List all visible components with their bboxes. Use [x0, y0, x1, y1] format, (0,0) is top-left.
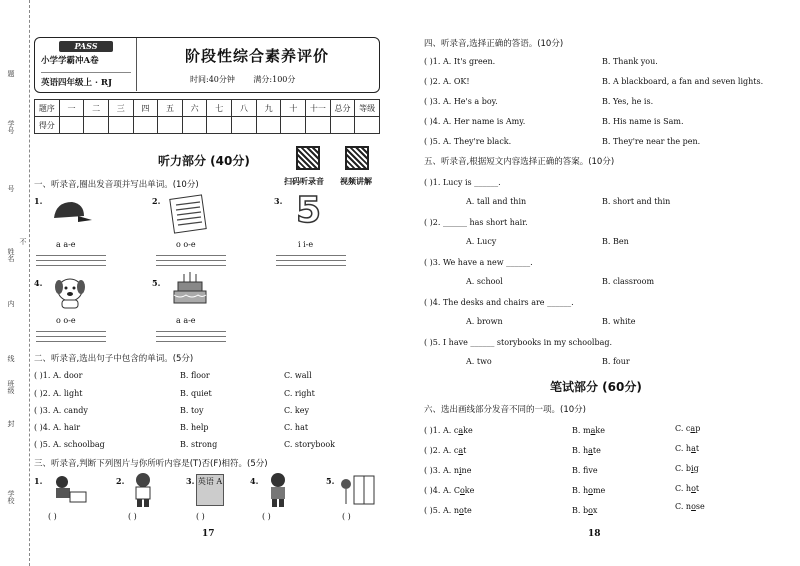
- option-a[interactable]: A. school: [466, 277, 503, 286]
- question-stem[interactable]: ( )4. The desks and chairs are ______.: [424, 298, 574, 307]
- choice-row[interactable]: [34, 389, 82, 398]
- page-number: 18: [588, 529, 601, 539]
- score-blank[interactable]: [281, 117, 306, 134]
- score-blank[interactable]: [256, 117, 281, 134]
- spine-label: 不: [19, 238, 27, 245]
- option-b[interactable]: B. quiet: [180, 389, 212, 398]
- option-a[interactable]: A. brown: [466, 317, 503, 326]
- pass-logo: PASS: [59, 41, 113, 52]
- note-paper-icon: [166, 193, 210, 235]
- spine-label: 封: [7, 420, 15, 427]
- binding-spine: [0, 0, 30, 566]
- score-cell: 十: [281, 100, 306, 117]
- option-b[interactable]: B. home: [572, 486, 606, 495]
- answer-lines[interactable]: [36, 327, 106, 342]
- question-number: 2.: [116, 476, 125, 486]
- answer-parenthesis[interactable]: ( ): [342, 512, 351, 521]
- score-value-row: [35, 117, 380, 134]
- score-cell: 四: [133, 100, 158, 117]
- question-number: 2.: [152, 196, 161, 206]
- option-c[interactable]: C. storybook: [284, 440, 336, 449]
- question-number: 1.: [34, 196, 43, 206]
- qr-label-video: 视频讲解: [340, 176, 372, 186]
- question-stem[interactable]: ( )1. Lucy is ______.: [424, 178, 501, 187]
- option-a: ( )2. A. light: [34, 389, 83, 398]
- cap-icon: [48, 198, 92, 228]
- spine-label: 姓名: [7, 248, 15, 262]
- question-stem[interactable]: ( )2. ______ has short hair.: [424, 218, 528, 227]
- option-a[interactable]: ( )3. A. nine: [424, 466, 472, 475]
- option-c[interactable]: C. big: [675, 464, 699, 473]
- grade-label: 英语四年级上 · RJ: [41, 72, 131, 88]
- boy-icon: [264, 472, 292, 508]
- option-a[interactable]: A. tall and thin: [466, 197, 527, 206]
- choice-row[interactable]: [34, 423, 80, 432]
- full-score: 满分:100分: [253, 75, 296, 84]
- option-b[interactable]: B. help: [180, 423, 209, 432]
- option-a[interactable]: ( )4. A. Her name is Amy.: [424, 117, 526, 126]
- option-c[interactable]: C. cap: [675, 424, 701, 433]
- option-a[interactable]: A. Lucy: [466, 237, 497, 246]
- answer-parenthesis[interactable]: ( ): [128, 512, 137, 521]
- option-a[interactable]: ( )2. A. cat: [424, 446, 467, 455]
- child-reading-icon: [48, 474, 88, 508]
- answer-parenthesis[interactable]: ( ): [262, 512, 271, 521]
- listening-part-title: 听力部分 (40分): [158, 154, 250, 168]
- paper-title: 阶段性综合素养评价: [185, 47, 330, 65]
- question-number: 4.: [250, 476, 259, 486]
- option-b[interactable]: B. hate: [572, 446, 601, 455]
- answer-parenthesis[interactable]: ( ): [196, 512, 205, 521]
- pronunciation-options[interactable]: a a-e: [56, 240, 76, 249]
- answer-lines[interactable]: [156, 327, 226, 342]
- option-a[interactable]: ( )4. A. Coke: [424, 486, 475, 495]
- paper-header: [34, 37, 380, 93]
- section-2-title: 二、听录音,选出句子中包含的单词。(5分): [34, 354, 194, 364]
- section-5-title: 五、听录音,根据短文内容选择正确的答案。(10分): [424, 157, 615, 167]
- option-b[interactable]: B. fve: [572, 466, 598, 475]
- question-number: 1.: [34, 476, 43, 486]
- question-number: 3.: [186, 476, 195, 486]
- option-c[interactable]: C. wall: [284, 371, 312, 380]
- spine-label: 内: [7, 300, 15, 307]
- option-c[interactable]: C. hat: [284, 423, 309, 432]
- answer-lines[interactable]: [276, 251, 346, 266]
- question-number: 5.: [326, 476, 335, 486]
- option-a[interactable]: ( )3. A. He's a boy.: [424, 97, 498, 106]
- question-stem[interactable]: ( )3. We have a new ______.: [424, 258, 533, 267]
- option-c[interactable]: C. hot: [675, 484, 700, 493]
- score-blank[interactable]: [355, 117, 380, 134]
- choice-row[interactable]: [34, 440, 105, 449]
- option-c[interactable]: C. right: [284, 389, 315, 398]
- option-b[interactable]: B. They're near the pen.: [602, 137, 701, 146]
- qr-code-icon[interactable]: [296, 146, 320, 170]
- qr-code-icon[interactable]: [345, 146, 369, 170]
- option-b[interactable]: B. floor: [180, 371, 210, 380]
- option-b[interactable]: B. Yes, he is.: [602, 97, 654, 106]
- written-part-title: 笔试部分 (60分): [550, 380, 642, 394]
- question-number: 5.: [152, 278, 161, 288]
- option-b[interactable]: B. toy: [180, 406, 204, 415]
- spine-label: 号: [7, 185, 15, 192]
- score-blank[interactable]: [59, 117, 84, 134]
- score-table: [34, 99, 380, 134]
- option-b[interactable]: B. strong: [180, 440, 218, 449]
- right-page: [400, 0, 800, 566]
- pronunciation-options[interactable]: o o-e: [56, 316, 76, 325]
- score-cell: 六: [182, 100, 207, 117]
- option-a: ( )4. A. hair: [34, 423, 81, 432]
- option-c[interactable]: C. hat: [675, 444, 700, 453]
- option-b[interactable]: B. classroom: [602, 277, 655, 286]
- option-a: ( )3. A. candy: [34, 406, 88, 415]
- option-b[interactable]: B. His name is Sam.: [602, 117, 684, 126]
- option-a[interactable]: A. two: [466, 357, 492, 366]
- score-cell: 七: [207, 100, 232, 117]
- score-header-row: [35, 100, 380, 117]
- score-cell: 十一: [306, 100, 331, 117]
- score-blank[interactable]: [306, 117, 331, 134]
- cake-icon: [170, 270, 210, 310]
- english-card-icon: 英语 A: [196, 474, 224, 506]
- score-blank[interactable]: [158, 117, 183, 134]
- option-a[interactable]: ( )2. A. OK!: [424, 77, 470, 86]
- section-6-title: 六、选出画线部分发音不同的一项。(10分): [424, 405, 586, 415]
- answer-lines[interactable]: [36, 251, 106, 266]
- score-cell: 八: [232, 100, 257, 117]
- score-blank[interactable]: [108, 117, 133, 134]
- spine-label: 学号: [7, 120, 15, 134]
- score-cell: 题序: [35, 100, 60, 117]
- spine-label: 班级: [7, 380, 15, 394]
- answer-parenthesis[interactable]: ( ): [48, 512, 57, 521]
- page-number: 17: [202, 529, 215, 539]
- option-a[interactable]: ( )1. A. It's green.: [424, 57, 496, 66]
- score-cell: 九: [256, 100, 281, 117]
- question-number: 3.: [274, 196, 283, 206]
- option-b[interactable]: B. make: [572, 426, 605, 435]
- option-a: ( )1. A. door: [34, 371, 83, 380]
- score-cell: 一: [59, 100, 84, 117]
- series-name: 小学学霸冲A卷: [41, 56, 99, 66]
- score-blank[interactable]: [133, 117, 158, 134]
- option-a: ( )5. A. schoolbag: [34, 440, 105, 449]
- option-a[interactable]: ( )5. A. They're black.: [424, 137, 512, 146]
- section-3-title: 三、听录音,判断下列图片与你所听内容是(T)否(F)相符。(5分): [34, 459, 268, 469]
- score-blank[interactable]: [207, 117, 232, 134]
- section-4-title: 四、听录音,选择正确的答语。(10分): [424, 39, 564, 49]
- number-five-icon: 5: [296, 190, 322, 231]
- boy-icon: [130, 472, 156, 508]
- choice-row[interactable]: [34, 406, 88, 415]
- spine-label: 题: [7, 70, 15, 77]
- pronunciation-options[interactable]: a a-e: [176, 316, 196, 325]
- window-icon: [338, 474, 378, 506]
- header-brand-box: [35, 38, 137, 91]
- score-cell: 五: [158, 100, 183, 117]
- score-blank[interactable]: [182, 117, 207, 134]
- score-blank[interactable]: [232, 117, 257, 134]
- option-a[interactable]: ( )1. A. cake: [424, 426, 473, 435]
- option-b[interactable]: B. Thank you.: [602, 57, 658, 66]
- option-a[interactable]: ( )5. A. note: [424, 506, 472, 515]
- answer-lines[interactable]: [156, 251, 226, 266]
- option-b[interactable]: B. white: [602, 317, 636, 326]
- option-b[interactable]: B. A blackboard, a fan and seven lights.: [602, 77, 764, 86]
- qr-label-audio: 扫码听录音: [284, 176, 324, 186]
- option-c[interactable]: C. nose: [675, 502, 705, 511]
- option-b[interactable]: B. short and thin: [602, 197, 671, 206]
- score-cell: 总分: [330, 100, 355, 117]
- section-1-title: 一、听录音,圈出发音项并写出单词。(10分): [34, 180, 199, 190]
- time-limit: 时间:40分钟: [190, 75, 235, 84]
- score-blank[interactable]: [330, 117, 355, 134]
- choice-row[interactable]: [34, 371, 82, 380]
- pronunciation-options[interactable]: i i-e: [298, 240, 314, 249]
- question-stem[interactable]: ( )5. I have ______ storybooks in my schoolbag.: [424, 338, 613, 347]
- option-b[interactable]: B. box: [572, 506, 598, 515]
- question-number: 4.: [34, 278, 43, 288]
- score-cell: 三: [108, 100, 133, 117]
- score-row-label: 得分: [35, 117, 60, 134]
- score-blank[interactable]: [84, 117, 109, 134]
- option-b[interactable]: B. Ben: [602, 237, 629, 246]
- option-c[interactable]: C. key: [284, 406, 310, 415]
- exam-meta: [190, 74, 311, 85]
- dog-icon: [50, 272, 90, 310]
- spine-label: 学校: [7, 490, 15, 504]
- pronunciation-options[interactable]: o o-e: [176, 240, 196, 249]
- score-cell: 二: [84, 100, 109, 117]
- score-cell: 等级: [355, 100, 380, 117]
- spine-label: 线: [7, 355, 15, 362]
- option-b[interactable]: B. four: [602, 357, 630, 366]
